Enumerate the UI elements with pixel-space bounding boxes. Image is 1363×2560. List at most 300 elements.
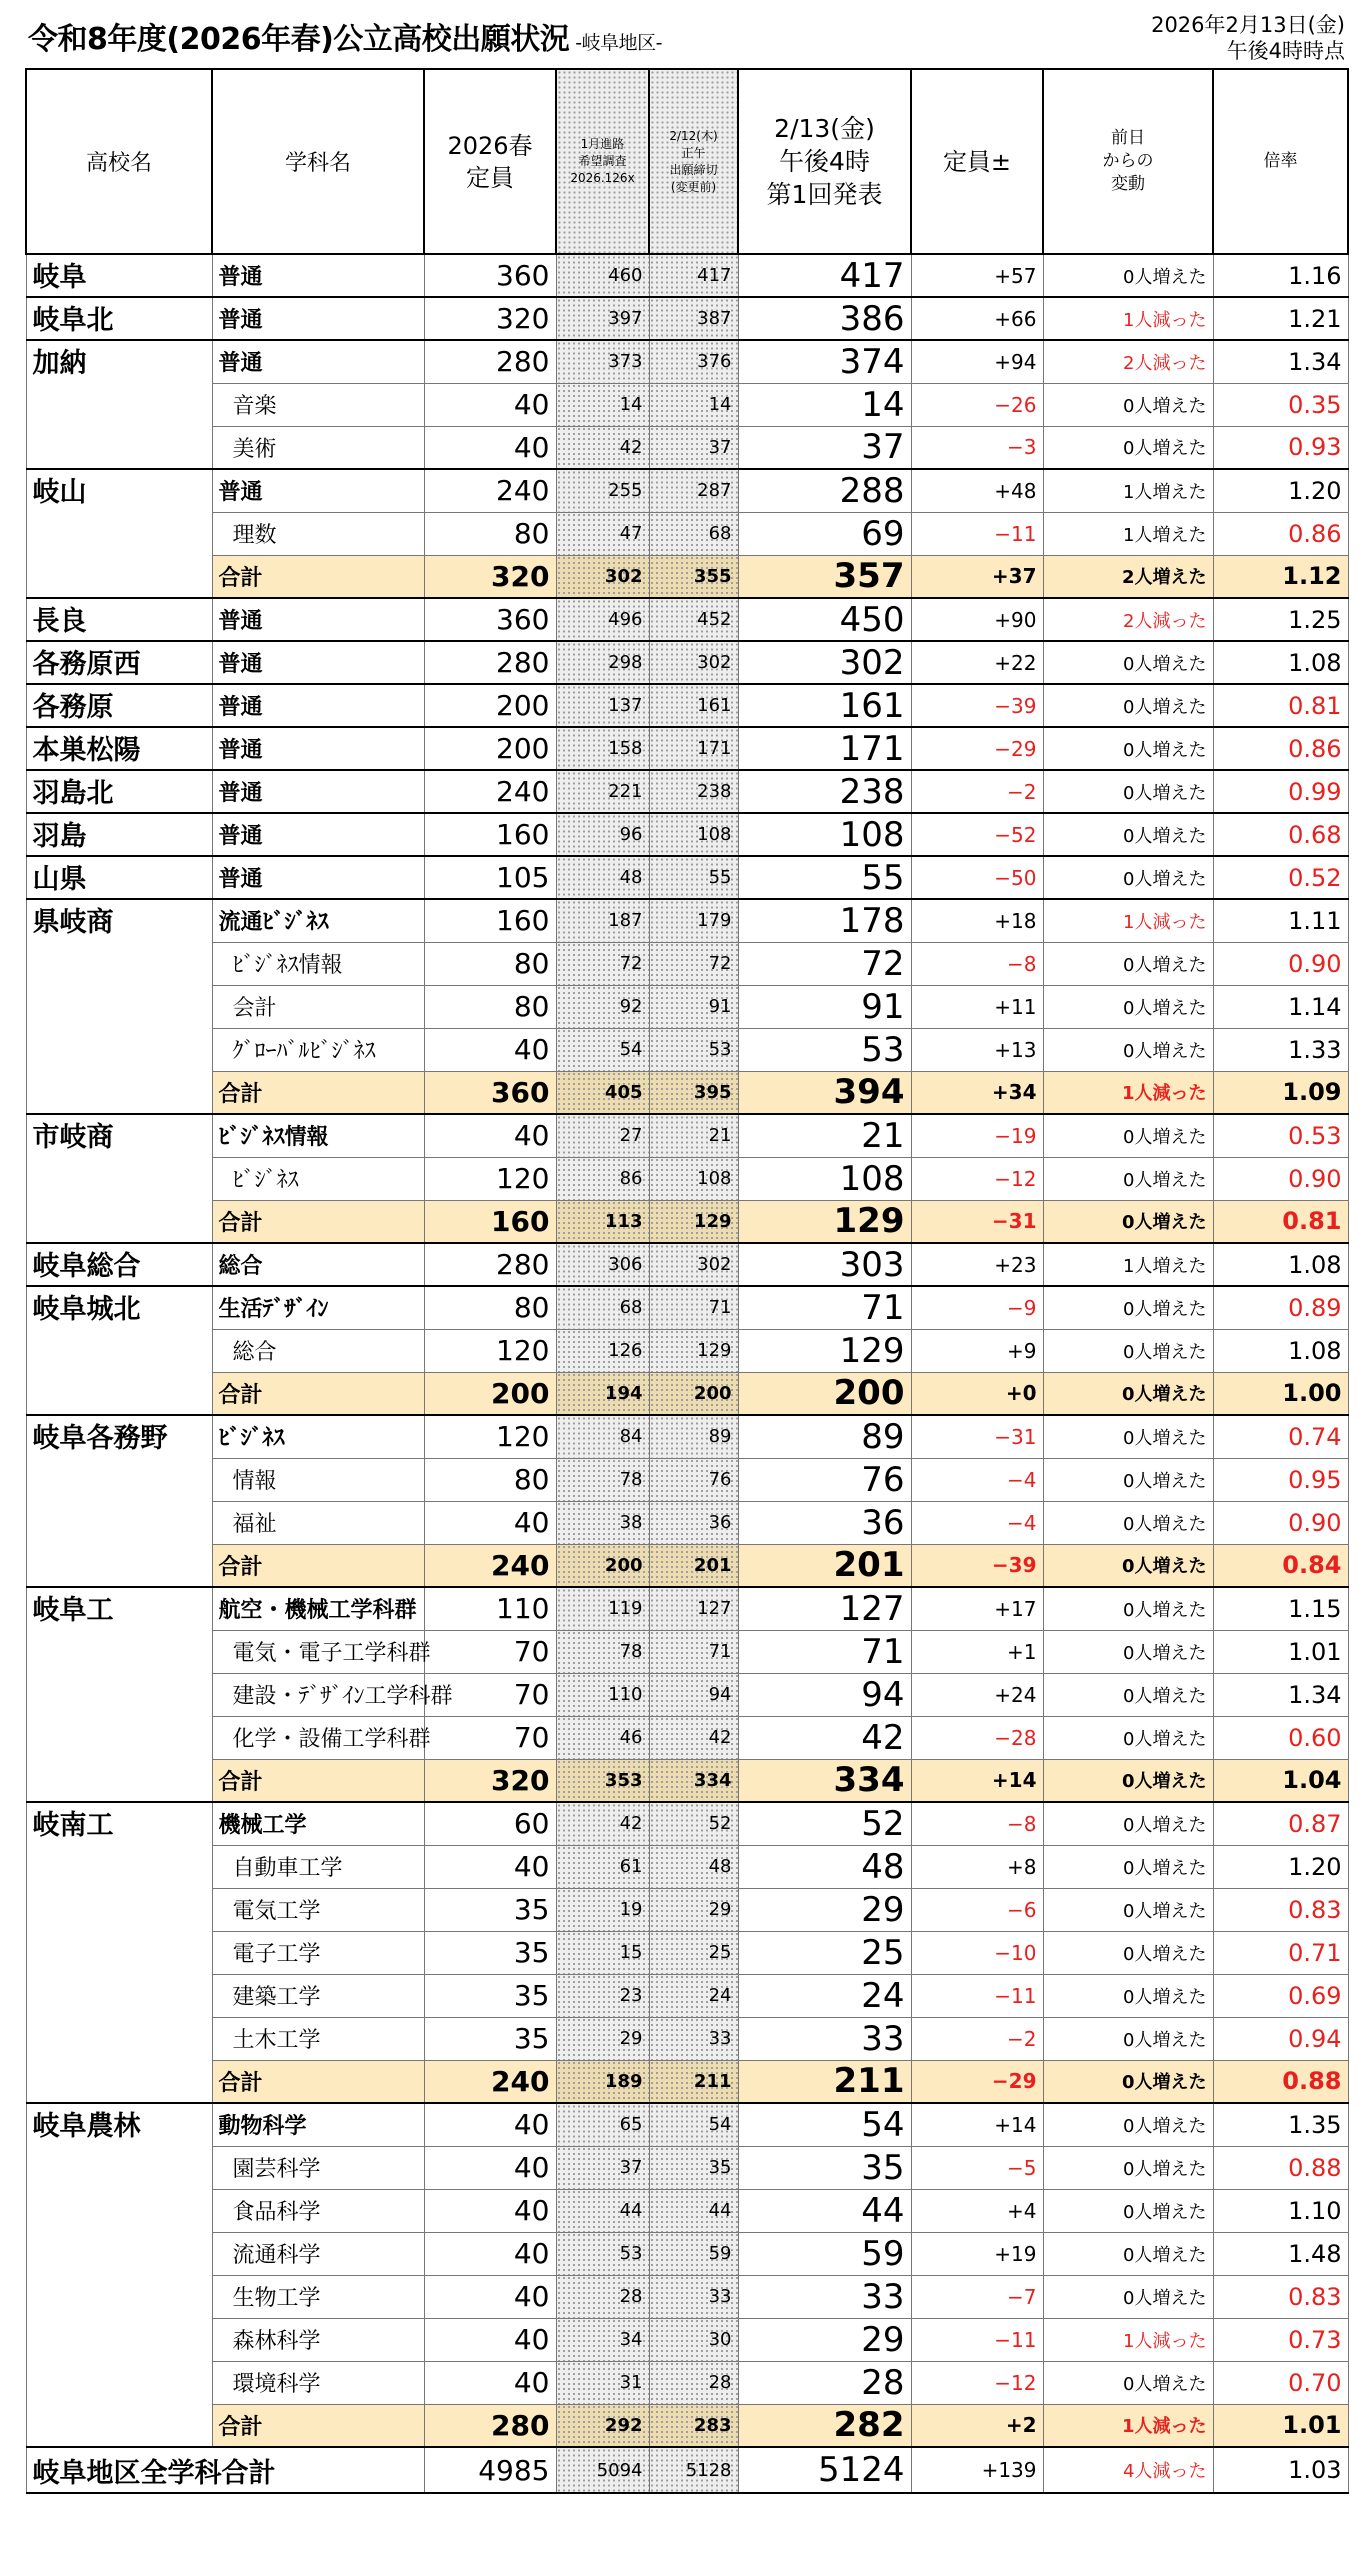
dept-name: 航空・機械工学科群 [212,1587,424,1630]
current-count: 53 [738,1028,911,1071]
table-row [26,1974,1348,2017]
capacity: 240 [424,2060,556,2103]
ratio: 1.03 [1213,2447,1348,2493]
dept-name: 普通 [212,856,424,899]
capacity: 280 [424,1243,556,1286]
subtotal-row [26,1544,1348,1587]
capacity: 280 [424,340,556,383]
capacity: 80 [424,1286,556,1329]
survey-count: 15 [556,1931,649,1974]
deadline-count: 376 [649,340,738,383]
survey-count: 373 [556,340,649,383]
deadline-count: 59 [649,2232,738,2275]
daily-change: 4人減った [1043,2447,1213,2493]
capacity-diff: −26 [911,383,1043,426]
ratio: 0.99 [1213,770,1348,813]
capacity-diff: −29 [911,727,1043,770]
capacity: 35 [424,1888,556,1931]
capacity: 80 [424,512,556,555]
survey-count: 92 [556,985,649,1028]
deadline-count: 72 [649,942,738,985]
capacity-diff: −39 [911,684,1043,727]
dept-name: 森林科学 [212,2318,424,2361]
dept-name: 建設・ﾃﾞｻﾞｲﾝ工学科群 [212,1673,424,1716]
capacity-diff: +90 [911,598,1043,641]
ratio: 0.87 [1213,1802,1348,1845]
daily-change: 2人減った [1043,598,1213,641]
dept-name: 生物工学 [212,2275,424,2318]
current-count: 35 [738,2146,911,2189]
table-row [26,297,1348,340]
deadline-count: 35 [649,2146,738,2189]
daily-change: 0人増えた [1043,1372,1213,1415]
header-row [26,69,1348,254]
capacity: 40 [424,1028,556,1071]
dept-name: 機械工学 [212,1802,424,1845]
school-name: 加納 [26,340,212,469]
ratio: 0.88 [1213,2146,1348,2189]
current-count: 211 [738,2060,911,2103]
survey-count: 48 [556,856,649,899]
daily-change: 0人増えた [1043,2232,1213,2275]
daily-change: 0人増えた [1043,641,1213,684]
table-row [26,1931,1348,1974]
survey-count: 397 [556,297,649,340]
daily-change: 1人減った [1043,2404,1213,2447]
dept-name: 生活ﾃﾞｻﾞｲﾝ [212,1286,424,1329]
school-name: 岐阜工 [26,1587,212,1802]
table-row [26,2103,1348,2146]
dept-name: ﾋﾞｼﾞﾈｽ [212,1157,424,1200]
current-count: 94 [738,1673,911,1716]
capacity: 160 [424,813,556,856]
dept-name: 普通 [212,297,424,340]
current-count: 178 [738,899,911,942]
current-count: 386 [738,297,911,340]
capacity-diff: +22 [911,641,1043,684]
dept-name: ﾋﾞｼﾞﾈｽ情報 [212,1114,424,1157]
capacity-diff: −29 [911,2060,1043,2103]
daily-change: 0人増えた [1043,1200,1213,1243]
current-count: 52 [738,1802,911,1845]
deadline-count: 452 [649,598,738,641]
current-count: 303 [738,1243,911,1286]
ratio: 1.20 [1213,1845,1348,1888]
ratio: 1.15 [1213,1587,1348,1630]
header-survey: 1月進路 希望調査 2026.126x [556,69,649,254]
deadline-count: 108 [649,813,738,856]
table-row [26,684,1348,727]
capacity: 160 [424,1200,556,1243]
dept-name: 化学・設備工学科群 [212,1716,424,1759]
ratio: 0.74 [1213,1415,1348,1458]
grand-total-label: 岐阜地区全学科合計 [26,2447,424,2493]
subtotal-row [26,1759,1348,1802]
deadline-count: 334 [649,1759,738,1802]
capacity: 320 [424,297,556,340]
survey-count: 119 [556,1587,649,1630]
current-count: 24 [738,1974,911,2017]
dept-name: 流通ﾋﾞｼﾞﾈｽ [212,899,424,942]
current-count: 200 [738,1372,911,1415]
current-count: 91 [738,985,911,1028]
daily-change: 1人減った [1043,297,1213,340]
daily-change: 0人増えた [1043,2361,1213,2404]
deadline-count: 53 [649,1028,738,1071]
deadline-count: 283 [649,2404,738,2447]
dept-name: 普通 [212,727,424,770]
ratio: 1.04 [1213,1759,1348,1802]
ratio: 1.33 [1213,1028,1348,1071]
capacity: 35 [424,2017,556,2060]
current-count: 25 [738,1931,911,1974]
ratio: 0.84 [1213,1544,1348,1587]
dept-name: 普通 [212,598,424,641]
ratio: 0.70 [1213,2361,1348,2404]
capacity: 80 [424,942,556,985]
capacity-diff: +139 [911,2447,1043,2493]
capacity-diff: −50 [911,856,1043,899]
survey-count: 34 [556,2318,649,2361]
current-count: 108 [738,813,911,856]
daily-change: 0人増えた [1043,856,1213,899]
survey-count: 158 [556,727,649,770]
daily-change: 0人増えた [1043,426,1213,469]
ratio: 0.81 [1213,1200,1348,1243]
dept-name: 合計 [212,555,424,598]
school-name: 岐阜農林 [26,2103,212,2447]
current-count: 36 [738,1501,911,1544]
dept-name: 福祉 [212,1501,424,1544]
daily-change: 0人増えた [1043,2017,1213,2060]
survey-count: 96 [556,813,649,856]
school-name: 岐阜各務野 [26,1415,212,1587]
daily-change: 2人減った [1043,340,1213,383]
current-count: 282 [738,2404,911,2447]
survey-count: 28 [556,2275,649,2318]
ratio: 1.12 [1213,555,1348,598]
daily-change: 1人減った [1043,1071,1213,1114]
current-count: 201 [738,1544,911,1587]
dept-name: 電気・電子工学科群 [212,1630,424,1673]
survey-count: 221 [556,770,649,813]
school-name: 各務原 [26,684,212,727]
survey-count: 187 [556,899,649,942]
region-label: -岐阜地区- [575,32,663,54]
dept-name: 合計 [212,1759,424,1802]
dept-name: 普通 [212,684,424,727]
ratio: 1.01 [1213,2404,1348,2447]
capacity: 40 [424,2232,556,2275]
survey-count: 27 [556,1114,649,1157]
capacity: 110 [424,1587,556,1630]
daily-change: 0人増えた [1043,985,1213,1028]
school-name: 各務原西 [26,641,212,684]
capacity-diff: −12 [911,1157,1043,1200]
deadline-count: 44 [649,2189,738,2232]
daily-change: 0人増えた [1043,1974,1213,2017]
table-row [26,1802,1348,1845]
survey-count: 44 [556,2189,649,2232]
daily-change: 0人増えた [1043,383,1213,426]
current-count: 129 [738,1329,911,1372]
current-count: 33 [738,2017,911,2060]
deadline-count: 71 [649,1286,738,1329]
daily-change: 2人増えた [1043,555,1213,598]
deadline-count: 36 [649,1501,738,1544]
dept-name: 食品科学 [212,2189,424,2232]
dept-name: 動物科学 [212,2103,424,2146]
daily-change: 0人増えた [1043,1114,1213,1157]
school-name: 岐阜北 [26,297,212,340]
ratio: 0.69 [1213,1974,1348,2017]
capacity: 40 [424,1114,556,1157]
ratio: 1.08 [1213,1329,1348,1372]
deadline-count: 14 [649,383,738,426]
deadline-count: 355 [649,555,738,598]
current-count: 302 [738,641,911,684]
deadline-count: 33 [649,2017,738,2060]
current-count: 108 [738,1157,911,1200]
header-current: 2/13(金) 午後4時 第1回発表 [738,69,911,254]
capacity: 360 [424,254,556,297]
capacity: 40 [424,1501,556,1544]
capacity: 40 [424,2103,556,2146]
school-name: 羽島 [26,813,212,856]
capacity: 360 [424,1071,556,1114]
dept-name: 電気工学 [212,1888,424,1931]
capacity-diff: +14 [911,1759,1043,1802]
daily-change: 1人増えた [1043,512,1213,555]
survey-count: 47 [556,512,649,555]
school-name: 長良 [26,598,212,641]
ratio: 1.16 [1213,254,1348,297]
dept-name: 流通科学 [212,2232,424,2275]
table-row [26,727,1348,770]
daily-change: 0人増えた [1043,2146,1213,2189]
table-row [26,1458,1348,1501]
ratio: 1.20 [1213,469,1348,512]
daily-change: 0人増えた [1043,1673,1213,1716]
current-count: 29 [738,1888,911,1931]
capacity-diff: −7 [911,2275,1043,2318]
capacity-diff: +9 [911,1329,1043,1372]
capacity: 80 [424,1458,556,1501]
capacity-diff: +11 [911,985,1043,1028]
time-line: 午後4時時点 [1226,39,1345,63]
table-row [26,426,1348,469]
daily-change: 1人増えた [1043,1243,1213,1286]
daily-change: 0人増えた [1043,1329,1213,1372]
capacity-diff: −2 [911,2017,1043,2060]
capacity-diff: +66 [911,297,1043,340]
ratio: 1.34 [1213,340,1348,383]
school-name: 県岐商 [26,899,212,1114]
daily-change: 0人増えた [1043,1458,1213,1501]
deadline-count: 52 [649,1802,738,1845]
current-count: 33 [738,2275,911,2318]
dept-name: 普通 [212,813,424,856]
survey-count: 255 [556,469,649,512]
dept-name: 土木工学 [212,2017,424,2060]
capacity-diff: −11 [911,512,1043,555]
table-row [26,770,1348,813]
current-count: 357 [738,555,911,598]
daily-change: 0人増えた [1043,1415,1213,1458]
header-diff: 定員± [911,69,1043,254]
ratio: 1.14 [1213,985,1348,1028]
deadline-count: 171 [649,727,738,770]
capacity-diff: +18 [911,899,1043,942]
capacity: 120 [424,1157,556,1200]
deadline-count: 71 [649,1630,738,1673]
dept-name: 美術 [212,426,424,469]
ratio: 0.71 [1213,1931,1348,1974]
ratio: 0.73 [1213,2318,1348,2361]
survey-count: 137 [556,684,649,727]
deadline-count: 68 [649,512,738,555]
capacity: 60 [424,1802,556,1845]
table-row [26,1329,1348,1372]
capacity-diff: +4 [911,2189,1043,2232]
ratio: 0.93 [1213,426,1348,469]
school-name: 羽島北 [26,770,212,813]
table-row [26,254,1348,297]
survey-count: 405 [556,1071,649,1114]
survey-count: 292 [556,2404,649,2447]
table-row [26,1630,1348,1673]
table-row [26,1888,1348,1931]
current-count: 72 [738,942,911,985]
dept-name: ﾋﾞｼﾞﾈｽ [212,1415,424,1458]
current-count: 374 [738,340,911,383]
capacity-diff: +13 [911,1028,1043,1071]
survey-count: 110 [556,1673,649,1716]
deadline-count: 33 [649,2275,738,2318]
current-count: 29 [738,2318,911,2361]
ratio: 0.83 [1213,2275,1348,2318]
table-row [26,985,1348,1028]
capacity: 240 [424,770,556,813]
ratio: 0.60 [1213,1716,1348,1759]
school-name: 岐山 [26,469,212,598]
deadline-count: 201 [649,1544,738,1587]
table-row [26,1157,1348,1200]
dept-name: 合計 [212,1544,424,1587]
ratio: 1.21 [1213,297,1348,340]
ratio: 1.00 [1213,1372,1348,1415]
capacity-diff: +19 [911,2232,1043,2275]
ratio: 1.10 [1213,2189,1348,2232]
capacity: 200 [424,1372,556,1415]
ratio: 1.08 [1213,1243,1348,1286]
capacity: 40 [424,2146,556,2189]
table-row [26,1415,1348,1458]
capacity-diff: +37 [911,555,1043,598]
current-count: 14 [738,383,911,426]
deadline-count: 29 [649,1888,738,1931]
capacity-diff: −12 [911,2361,1043,2404]
dept-name: 総合 [212,1243,424,1286]
header-deadline: 2/12(木) 正午 出願締切 (変更前) [649,69,738,254]
header-change: 前日 からの 変動 [1043,69,1213,254]
dept-name: 建築工学 [212,1974,424,2017]
daily-change: 0人増えた [1043,1716,1213,1759]
survey-count: 460 [556,254,649,297]
capacity: 70 [424,1630,556,1673]
ratio: 1.48 [1213,2232,1348,2275]
dept-name: 合計 [212,1372,424,1415]
dept-name: 合計 [212,1071,424,1114]
subtotal-row [26,555,1348,598]
survey-count: 19 [556,1888,649,1931]
capacity-diff: −19 [911,1114,1043,1157]
daily-change: 0人増えた [1043,1630,1213,1673]
survey-count: 42 [556,426,649,469]
table-row [26,1845,1348,1888]
capacity-diff: −10 [911,1931,1043,1974]
current-count: 71 [738,1630,911,1673]
ratio: 1.35 [1213,2103,1348,2146]
survey-count: 496 [556,598,649,641]
survey-count: 37 [556,2146,649,2189]
current-count: 42 [738,1716,911,1759]
capacity-diff: −8 [911,1802,1043,1845]
current-count: 21 [738,1114,911,1157]
ratio: 0.94 [1213,2017,1348,2060]
survey-count: 126 [556,1329,649,1372]
daily-change: 0人増えた [1043,1845,1213,1888]
capacity: 320 [424,555,556,598]
table-row [26,2232,1348,2275]
table-row [26,2318,1348,2361]
deadline-count: 302 [649,1243,738,1286]
capacity-diff: +17 [911,1587,1043,1630]
daily-change: 0人増えた [1043,1931,1213,1974]
current-count: 394 [738,1071,911,1114]
deadline-count: 48 [649,1845,738,1888]
deadline-count: 287 [649,469,738,512]
capacity-diff: +2 [911,2404,1043,2447]
table-row [26,469,1348,512]
deadline-count: 54 [649,2103,738,2146]
table-row [26,942,1348,985]
current-count: 54 [738,2103,911,2146]
capacity-diff: −9 [911,1286,1043,1329]
table-row [26,813,1348,856]
current-count: 5124 [738,2447,911,2493]
ratio: 0.83 [1213,1888,1348,1931]
daily-change: 0人増えた [1043,2060,1213,2103]
daily-change: 0人増えた [1043,254,1213,297]
capacity: 240 [424,469,556,512]
table-row [26,2017,1348,2060]
current-count: 44 [738,2189,911,2232]
deadline-count: 28 [649,2361,738,2404]
school-name: 岐阜 [26,254,212,297]
capacity-diff: −31 [911,1200,1043,1243]
capacity-diff: −6 [911,1888,1043,1931]
capacity-diff: −5 [911,2146,1043,2189]
dept-name: 普通 [212,641,424,684]
table-row [26,1286,1348,1329]
capacity-diff: −2 [911,770,1043,813]
dept-name: 普通 [212,770,424,813]
page-title [28,14,662,58]
current-count: 129 [738,1200,911,1243]
deadline-count: 24 [649,1974,738,2017]
capacity: 105 [424,856,556,899]
